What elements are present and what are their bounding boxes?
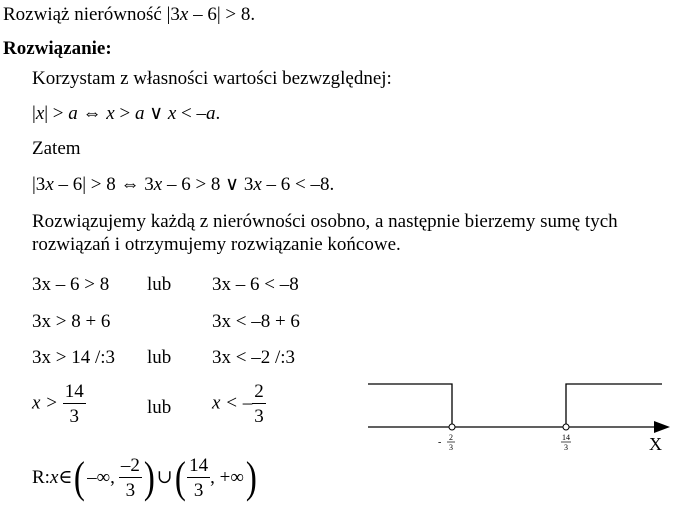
zatem-label: Zatem [32, 138, 81, 159]
step-4-left: x > $\frac{14}{3}$ [32, 381, 84, 427]
step-4-lub: lub [147, 397, 172, 418]
step-3-right: 3x < –2 /:3 [212, 347, 296, 368]
paragraph-line-1: Rozwiązujemy każdą z nierówności osobno, a następnie bierzemy sumę tych [32, 211, 618, 232]
answer: R: x ∈ ( –∞, $\frac{-2}{3}$ ) ∪ ( $\frac{14}{3}$ , +∞ ) [32, 453, 257, 502]
axis-label-x: X [649, 434, 662, 454]
left-tick-num: 2 [449, 433, 453, 442]
left-region-line [368, 384, 452, 424]
left-tick-den: 3 [449, 443, 453, 452]
step-1-left: 3x – 6 > 8 [32, 274, 110, 295]
step-4-right: x < – $\frac{2}{3}$ [212, 381, 264, 427]
step-2-left: 3x > 8 + 6 [32, 311, 111, 332]
open-point-right [563, 424, 569, 430]
left-tick-sign: - [438, 437, 442, 448]
fraction-14-3-answer: $\frac{14}{3}$ [189, 455, 209, 501]
property-formula: |x| > a ⇔ x > a ∨ x < –a. [32, 103, 221, 124]
step-1-right: 3x – 6 < –8 [212, 274, 299, 295]
open-point-left [449, 424, 455, 430]
x-axis-arrow-icon [654, 421, 670, 433]
property-intro: Korzystam z własności wartości bezwzględnej: [32, 68, 392, 89]
solution-header: Rozwiązanie: [3, 38, 112, 59]
right-tick-num: 14 [562, 433, 570, 442]
step-3-lub: lub [147, 347, 172, 368]
number-line-graph [360, 370, 672, 460]
paragraph-line-2: rozwiązań i otrzymujemy rozwiązanie końcowe. [32, 234, 401, 255]
right-region-line [566, 384, 662, 424]
step-2-right: 3x < –8 + 6 [212, 311, 300, 332]
step-3-left: 3x > 14 /:3 [32, 347, 116, 368]
split-formula: |3x – 6| > 8 ⇔ 3x – 6 > 8 ∨ 3x – 6 < –8. [32, 174, 335, 195]
fraction-2-3: $\frac{2}{3}$ [254, 381, 264, 427]
fraction-neg2-3: $\frac{-2}{3}$ [120, 455, 140, 501]
task-statement: Rozwiąż nierówność |3x – 6| > 8. [3, 4, 256, 25]
step-1-lub: lub [147, 274, 172, 295]
fraction-14-3: $\frac{14}{3}$ [64, 381, 84, 427]
right-tick-den: 3 [564, 443, 568, 452]
